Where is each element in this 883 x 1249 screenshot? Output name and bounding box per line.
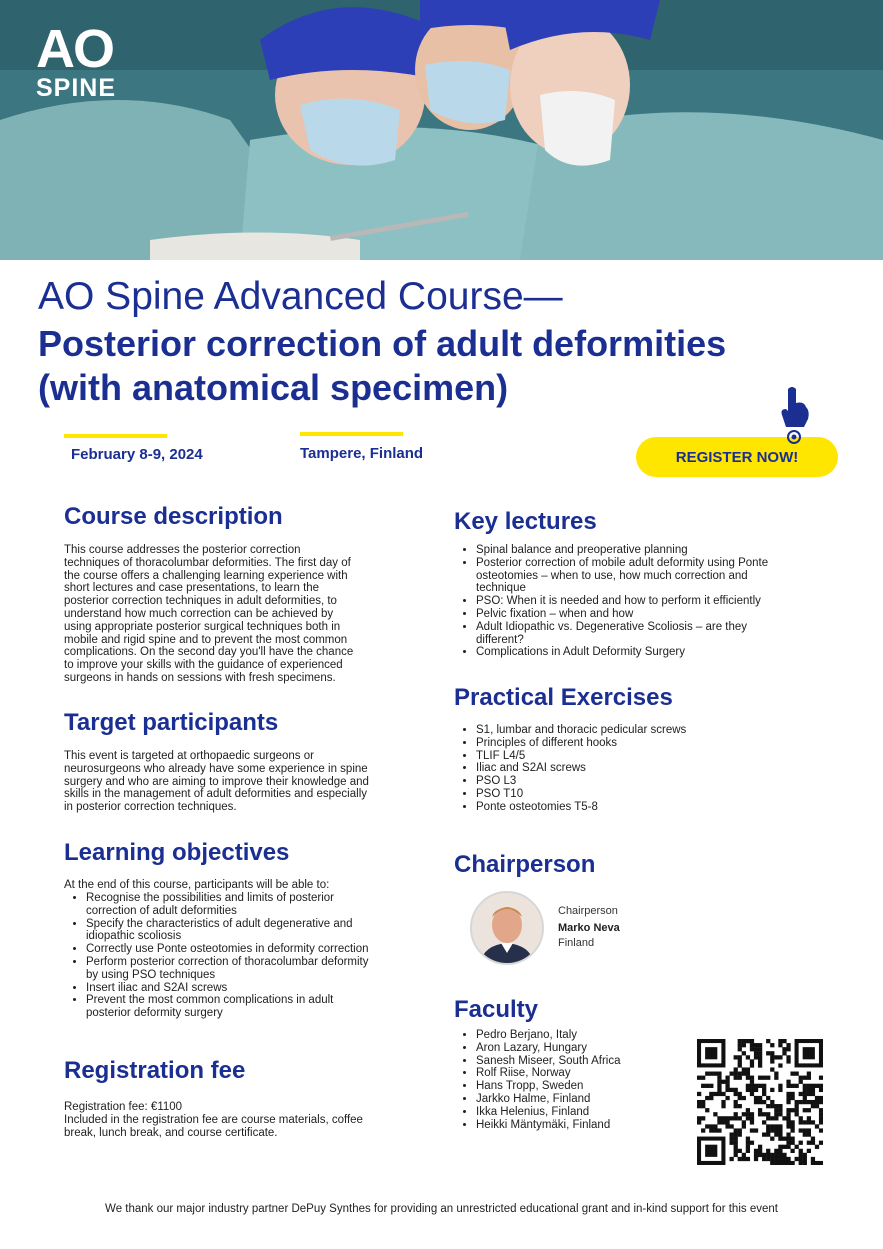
list-item bbox=[86, 918, 446, 944]
surgeons-illustration bbox=[0, 0, 883, 260]
list-item-line: • Specify the characteristics of adult degenerative and bbox=[86, 917, 353, 930]
list-item bbox=[476, 544, 856, 557]
target-participants-text bbox=[64, 750, 369, 814]
list-item bbox=[86, 892, 446, 918]
target-participants-line: in posterior correction techniques. bbox=[64, 801, 237, 814]
course-description-line: using appropriate posterior surgical techniques both in bbox=[64, 620, 341, 633]
logo-spine-text: SPINE bbox=[36, 74, 117, 102]
list-item bbox=[476, 608, 856, 621]
faculty-member: • Hans Tropp, Sweden bbox=[476, 1080, 706, 1093]
list-item-line: • Correctly use Ponte osteotomies in deformity correction bbox=[86, 943, 369, 956]
course-title-main bbox=[38, 322, 726, 410]
list-item-line: • Perform posterior correction of thoracolumbar deformity bbox=[86, 955, 369, 968]
list-item: • Iliac and S2AI screws bbox=[476, 762, 856, 775]
course-description-line: to improve your skills with the guidance of experienced bbox=[64, 659, 343, 672]
target-participants-line: surgery and who are aiming to improve their knowledge and bbox=[64, 775, 369, 788]
list-item: • S1, lumbar and thoracic pedicular screws bbox=[476, 724, 856, 737]
course-description-line: techniques of thoracolumbar deformities. The first day of bbox=[64, 556, 351, 569]
key-lectures-list bbox=[454, 544, 856, 659]
course-description-line: mobile and rigid spine and to prevent the most common bbox=[64, 633, 348, 646]
list-item-line: • Spinal balance and preoperative planning bbox=[476, 544, 688, 556]
course-description-heading: Course description bbox=[64, 503, 283, 530]
list-item-line: • Adult Idiopathic vs. Degenerative Scoliosis – are they bbox=[476, 620, 748, 633]
list-item-line: idiopathic scoliosis bbox=[86, 930, 182, 943]
course-description-text bbox=[64, 544, 353, 685]
registration-fee-line: break, lunch break, and course certificate. bbox=[64, 1126, 278, 1139]
list-item: • Ponte osteotomies T5-8 bbox=[476, 801, 856, 814]
list-item-line: • Prevent the most common complications in adult bbox=[86, 994, 334, 1007]
registration-fee-line: Registration fee: €1100 bbox=[64, 1101, 183, 1113]
chairperson-role: Chairperson bbox=[558, 905, 618, 917]
faculty-member: • Sanesh Miseer, South Africa bbox=[476, 1055, 706, 1068]
hero-photo bbox=[0, 0, 883, 260]
course-description-line: posterior correction techniques in adult deformities, to bbox=[64, 595, 337, 608]
list-item bbox=[476, 557, 856, 595]
course-description-line: surgeons in hands on sessions with fresh specimens. bbox=[64, 671, 336, 684]
registration-fee-heading: Registration fee bbox=[64, 1057, 246, 1084]
list-item-line: osteotomies – when to use, how much correction and bbox=[476, 569, 748, 582]
faculty-member: • Rolf Riise, Norway bbox=[476, 1067, 706, 1080]
pointer-hand-icon bbox=[774, 385, 814, 445]
list-item bbox=[86, 943, 446, 956]
list-item bbox=[476, 621, 856, 647]
faculty-member: • Heikki Mäntymäki, Finland bbox=[476, 1119, 706, 1132]
list-item-line: • PSO: When it is needed and how to perform it efficiently bbox=[476, 595, 761, 608]
course-title-line3: (with anatomical specimen) bbox=[38, 367, 509, 408]
target-participants-line: This event is targeted at orthopaedic surgeons or bbox=[64, 750, 314, 762]
list-item-line: technique bbox=[476, 582, 526, 595]
list-item-line: by using PSO techniques bbox=[86, 968, 216, 981]
faculty-heading: Faculty bbox=[454, 996, 539, 1023]
register-now-button[interactable]: REGISTER NOW! bbox=[636, 437, 838, 477]
list-item: • PSO L3 bbox=[476, 775, 856, 788]
event-location: Tampere, Finland bbox=[300, 445, 424, 462]
faculty-member: • Jarkko Halme, Finland bbox=[476, 1093, 706, 1106]
course-description-line: short lectures and case presentations, to learn the bbox=[64, 582, 320, 595]
target-participants-line: neurosurgeons who already have some experience in spine bbox=[64, 762, 368, 775]
list-item-line: • Recognise the possibilities and limits of posterior bbox=[86, 892, 335, 904]
target-participants-line: skills in the management of adult deformities and especially bbox=[64, 788, 367, 801]
course-description-line: complications. On the second day you'll have the chance bbox=[64, 646, 354, 659]
learning-objectives-heading: Learning objectives bbox=[64, 839, 290, 866]
list-item: • PSO T10 bbox=[476, 788, 856, 801]
course-description-line: understand how much correction can be achieved by bbox=[64, 607, 334, 620]
chairperson-heading: Chairperson bbox=[454, 851, 596, 878]
location-accent-line bbox=[300, 432, 403, 436]
course-description-line: This course addresses the posterior correction bbox=[64, 544, 301, 556]
course-description-line: the course offers a challenging learning experience with bbox=[64, 569, 348, 582]
list-item-line: • Complications in Adult Deformity Surgery bbox=[476, 646, 685, 659]
list-item-line: • Insert iliac and S2AI screws bbox=[86, 981, 228, 994]
chairperson-avatar bbox=[470, 891, 544, 965]
list-item-line: correction of adult deformities bbox=[86, 904, 237, 917]
course-title-line2: Posterior correction of adult deformities bbox=[38, 323, 727, 364]
faculty-member: • Pedro Berjano, Italy bbox=[476, 1029, 706, 1042]
list-item-line: different? bbox=[476, 633, 524, 646]
list-item bbox=[86, 956, 446, 982]
logo-ao-text: AO bbox=[36, 19, 113, 79]
registration-fee-line: Included in the registration fee are course materials, coffee bbox=[64, 1113, 363, 1126]
event-date: February 8-9, 2024 bbox=[71, 446, 203, 463]
list-item: • Principles of different hooks bbox=[476, 737, 856, 750]
chairperson-name: Marko Neva bbox=[558, 922, 620, 934]
learning-objectives-list bbox=[64, 892, 446, 1020]
list-item bbox=[476, 595, 856, 608]
course-title-line1: AO Spine Advanced Course— bbox=[38, 275, 563, 318]
registration-qr-code[interactable] bbox=[697, 1039, 823, 1165]
list-item-line: • Pelvic fixation – when and how bbox=[476, 607, 634, 620]
faculty-member: • Ikka Helenius, Finland bbox=[476, 1106, 706, 1119]
list-item-line: • Posterior correction of mobile adult deformity using Ponte bbox=[476, 556, 769, 569]
list-item: • TLIF L4/5 bbox=[476, 750, 856, 763]
chairperson-portrait bbox=[472, 893, 542, 963]
registration-fee-text bbox=[64, 1101, 363, 1139]
chairperson-country: Finland bbox=[558, 937, 595, 949]
list-item bbox=[86, 994, 446, 1020]
learning-objectives-intro: At the end of this course, participants will be able to: bbox=[64, 879, 330, 891]
practical-exercises-list bbox=[454, 724, 856, 814]
practical-exercises-heading: Practical Exercises bbox=[454, 684, 673, 711]
list-item-line: posterior deformity surgery bbox=[86, 1007, 223, 1020]
key-lectures-heading: Key lectures bbox=[454, 508, 597, 535]
faculty-member: • Aron Lazary, Hungary bbox=[476, 1042, 706, 1055]
faculty-list bbox=[454, 1029, 706, 1131]
list-item bbox=[86, 982, 446, 995]
date-accent-line bbox=[64, 434, 167, 438]
sponsor-acknowledgement: We thank our major industry partner DePuy Synthes for providing an unrestricted educational grant and in-kind support for this event bbox=[105, 1203, 778, 1215]
ao-spine-logo bbox=[36, 19, 117, 102]
target-participants-heading: Target participants bbox=[64, 709, 279, 736]
list-item bbox=[476, 646, 856, 659]
